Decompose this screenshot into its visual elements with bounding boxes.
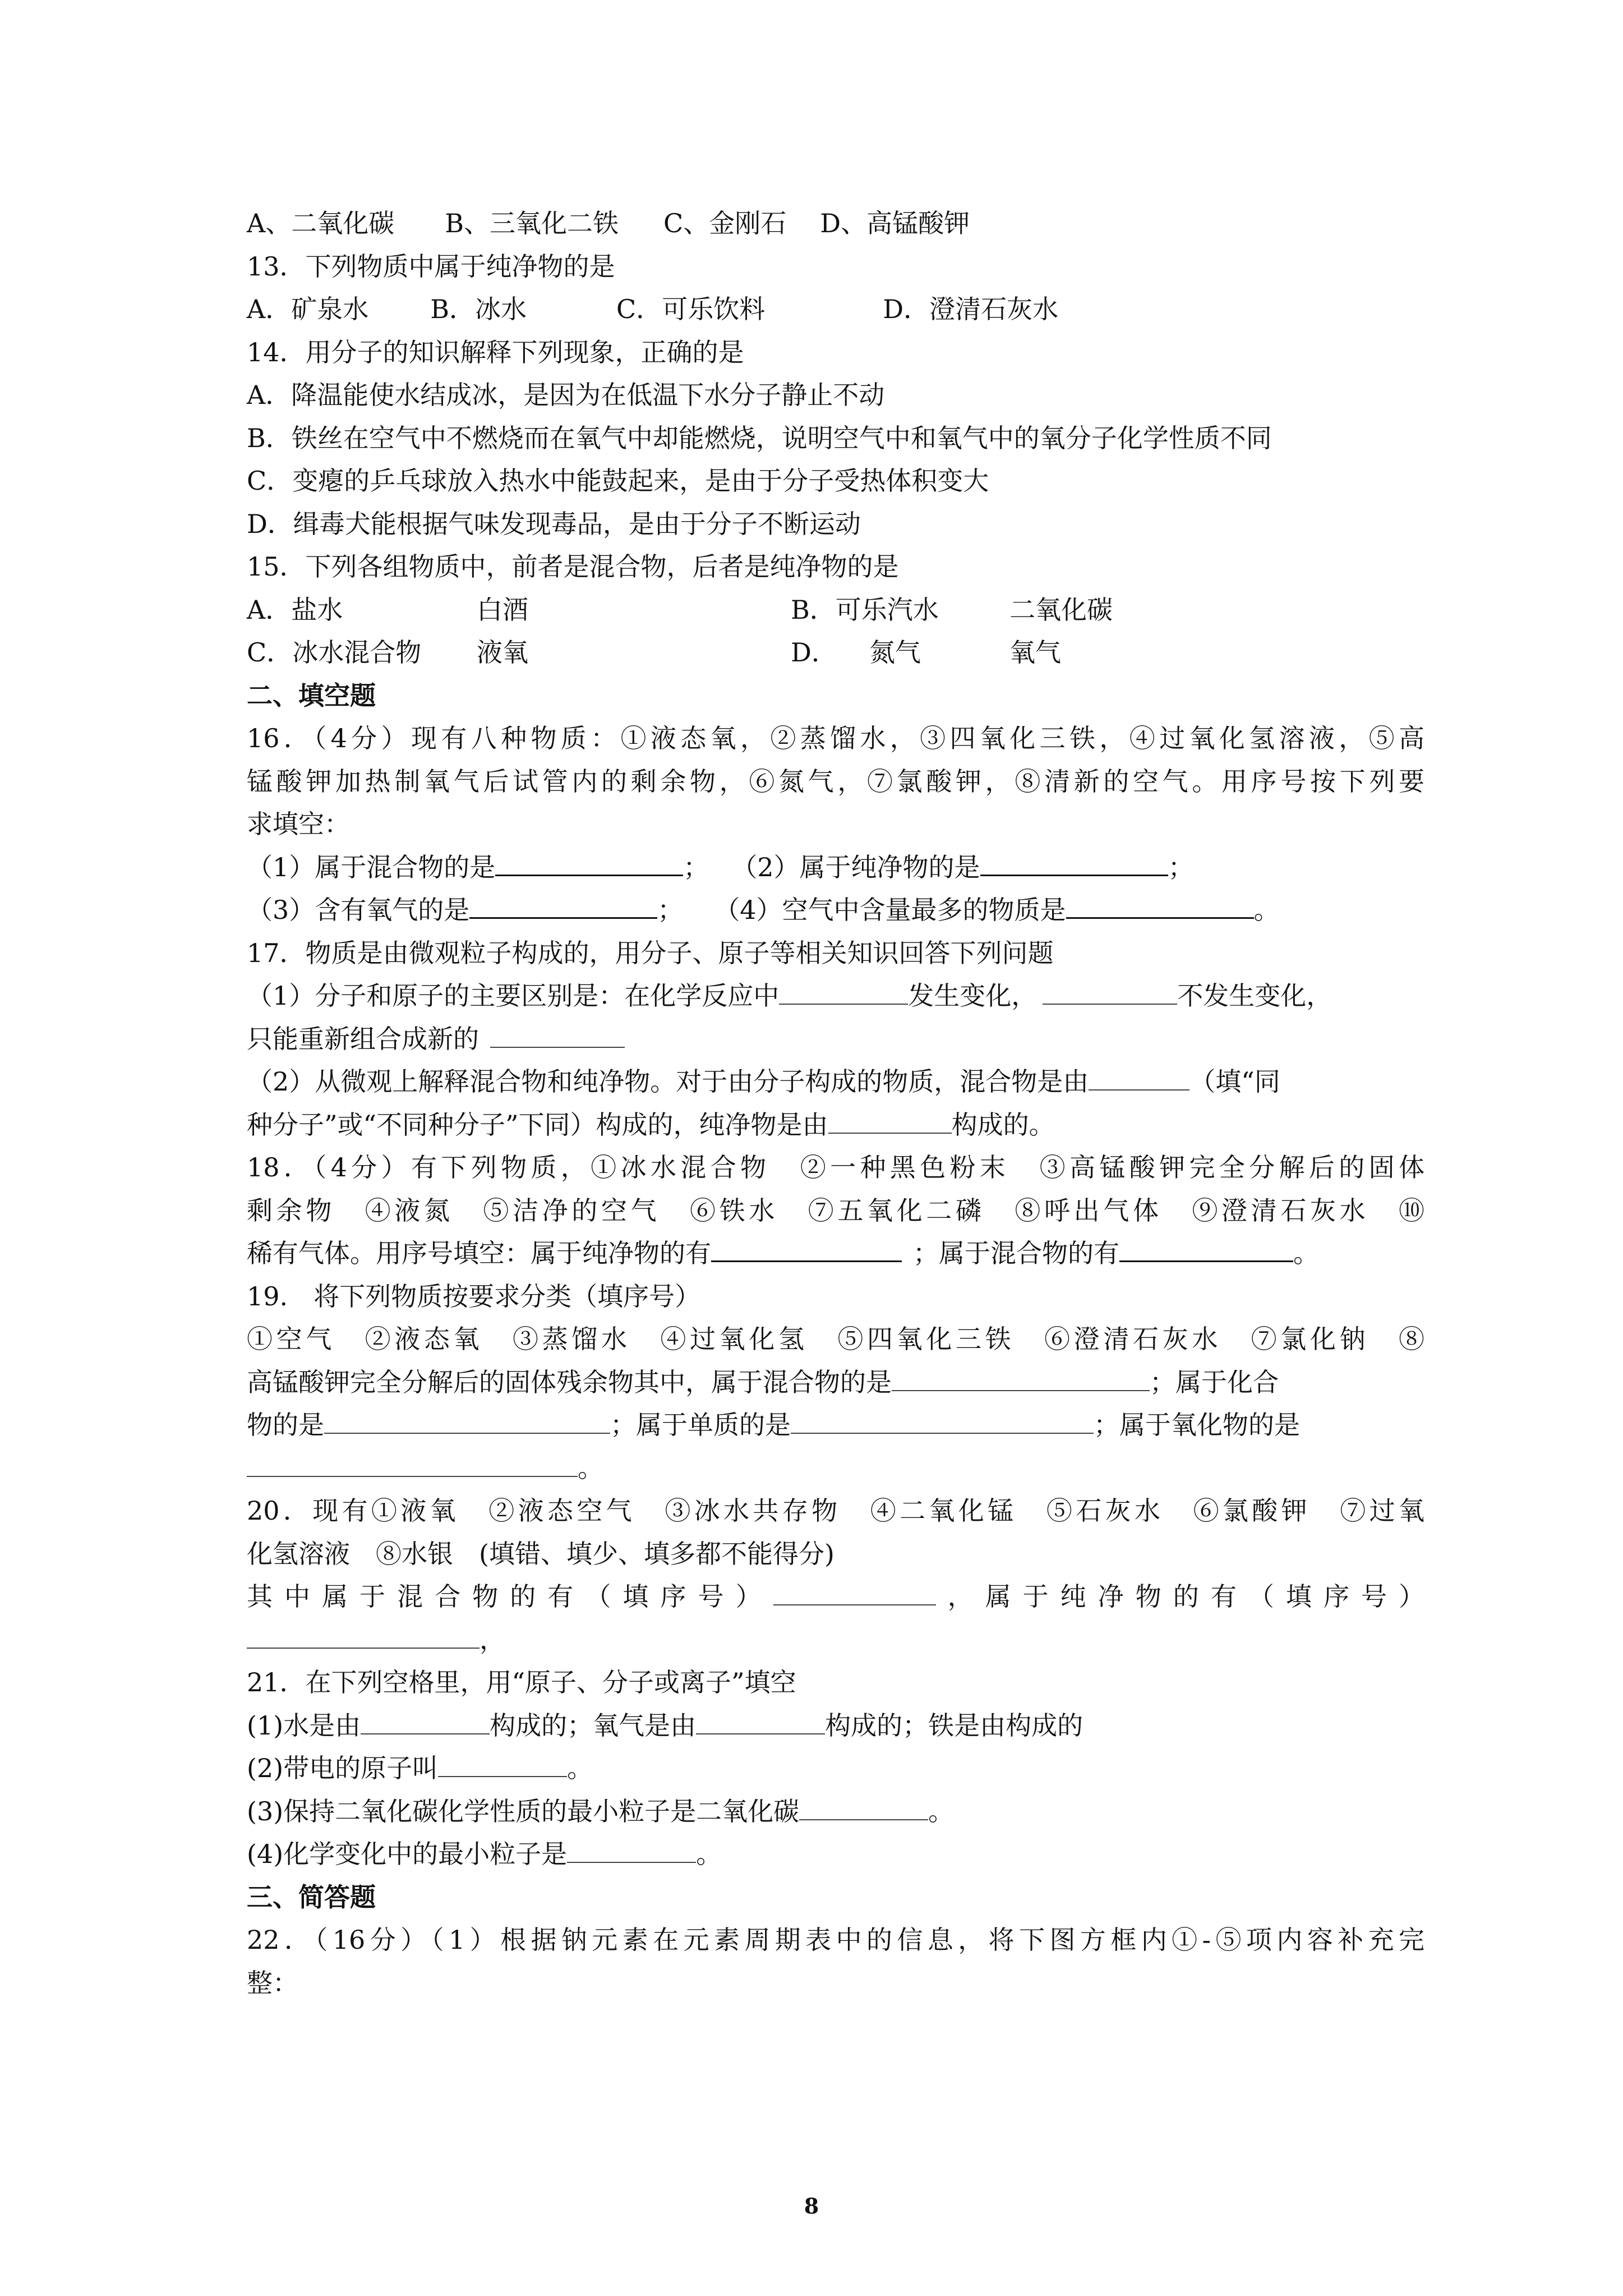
q21-part1-text-b: 构成的；氧气是由 (490, 1710, 697, 1741)
q19-compound-label-b: 物的是 (247, 1410, 324, 1440)
q16-parts-1-2 (247, 846, 1424, 889)
q15-option-d-first: 氮气 (869, 637, 921, 668)
q16-part4-label: （4）空气中含量最多的物质是 (714, 895, 1066, 925)
q15-option-c: C．冰水混合物 (247, 637, 422, 668)
q17-blank-2[interactable] (1043, 981, 1177, 1005)
q18-line3 (247, 1232, 1424, 1275)
q17-blank-1[interactable] (779, 981, 908, 1005)
q15-options-cd (247, 631, 1424, 674)
q19-end: 。 (578, 1452, 603, 1483)
q21-part2-end: 。 (567, 1753, 593, 1783)
q19-element-blank[interactable] (791, 1410, 1094, 1434)
q16-line3: 求填空： (247, 809, 350, 839)
q14-option-d: D．缉毒犬能根据气味发现毒品，是由于分子不断运动 (247, 508, 861, 539)
q17-part1-text: （1）分子和原子的主要区别是：在化学反应中 (247, 981, 780, 1011)
q16-part4-blank[interactable] (1066, 895, 1254, 919)
q21-part4-end: 。 (696, 1839, 722, 1869)
worksheet-page (247, 202, 1424, 2004)
q17-blank-5[interactable] (828, 1110, 952, 1134)
section-short-answer-heading: 三、简答题 (247, 1881, 376, 1912)
q19-line2: ①空气 ②液态氧 ③蒸馏水 ④过氧化氢 ⑤四氧化三铁 ⑥澄清石灰水 ⑦氯化钠 ⑧ (247, 1324, 1424, 1354)
q19-mixture-blank[interactable] (892, 1368, 1150, 1391)
q21-part2-text: (2)带电的原子叫 (247, 1753, 439, 1783)
q19-compound-label: ；属于化合 (1150, 1366, 1279, 1397)
q20-mixture-label: 其中属于混合物的有（填序号） (247, 1581, 773, 1612)
q21-line1: 21．在下列空格里，用“原子、分子或离子”填空 (247, 1667, 796, 1697)
q17-part1-text-d: 只能重新组合成新的 (247, 1023, 479, 1054)
q19-element-label: ；属于单质的是 (610, 1410, 791, 1440)
q13-option-d: D．澄清石灰水 (883, 294, 1059, 324)
q16-line2: 锰酸钾加热制氧气后试管内的剩余物，⑥氮气，⑦氯酸钾，⑧清新的空气。用序号按下列要 (247, 766, 1424, 797)
q16-part1-label: （1）属于混合物的是 (247, 852, 496, 882)
q16-part2-label: （2）属于纯净物的是 (731, 852, 980, 882)
q13-option-a: A．矿泉水 (247, 294, 369, 324)
q14-option-c: C．变瘪的乒乓球放入热水中能鼓起来，是由于分子受热体积变大 (247, 466, 989, 496)
q21-blank-ion[interactable] (438, 1754, 567, 1777)
q18-pure-blank[interactable] (711, 1238, 902, 1262)
q22-line2: 整： (247, 1967, 298, 1998)
q15-option-b-second: 二氧化碳 (1009, 594, 1113, 625)
q20-line2: 化氢溶液 ⑧水银 (填错、填少、填多都不能得分) (247, 1538, 834, 1569)
q18-pure-label: 稀有气体。用序号填空：属于纯净物的有 (247, 1238, 711, 1268)
q13-stem: 13．下列物质中属于纯净物的是 (247, 251, 615, 282)
q20-line3 (247, 1575, 1424, 1618)
q16-part3-label: （3）含有氧气的是 (247, 895, 470, 925)
q14-stem: 14．用分子的知识解释下列现象，正确的是 (247, 337, 744, 367)
q13-options (247, 288, 1424, 331)
q19-mixture-label: 高锰酸钾完全分解后的固体残余物其中，属于混合物的是 (247, 1366, 892, 1397)
q13-option-c: C．可乐饮料 (616, 294, 766, 324)
q17-part2-text-d: 构成的。 (951, 1109, 1055, 1140)
q17-part2-text-b: （填“同 (1189, 1066, 1280, 1097)
q17-part2-text-c: 种分子”或“不同种分子”下同）构成的，纯净物是由 (247, 1109, 828, 1140)
q19-line3 (247, 1361, 1424, 1404)
q17-blank-3[interactable] (490, 1024, 625, 1048)
q16-part2-blank[interactable] (980, 852, 1168, 876)
q21-part3-end: 。 (928, 1796, 955, 1826)
q19-line4 (247, 1404, 1424, 1447)
q20-pure-label: ，属于纯净物的有（填序号） (935, 1581, 1425, 1612)
q14-option-b: B．铁丝在空气中不燃烧而在氧气中却能燃烧，说明空气中和氧气中的氧分子化学性质不同 (247, 422, 1272, 453)
q21-part1-text: (1)水是由 (247, 1710, 361, 1741)
q16-part3-end: ； (657, 895, 684, 925)
q21-part1-text-c: 构成的；铁是由构成的 (825, 1710, 1083, 1741)
q19-line1: 19. 将下列物质按要求分类（填序号） (247, 1281, 701, 1312)
q22-line1: 22．（16分）（1）根据钠元素在元素周期表中的信息，将下图方框内①-⑤项内容补充完 (247, 1925, 1424, 1955)
q20-mixture-blank[interactable] (773, 1582, 936, 1605)
q19-oxide-blank[interactable] (247, 1453, 578, 1477)
q19-oxide-label: ；属于氧化物的是 (1094, 1410, 1300, 1440)
q21-blank-oxygen[interactable] (696, 1711, 825, 1734)
q21-line3 (247, 1747, 1424, 1790)
q12-option-c: C、金刚石 (663, 208, 787, 238)
q18-mixture-label: ；属于混合物的有 (913, 1238, 1119, 1268)
page-number: 8 (804, 2193, 819, 2219)
q12-options (247, 202, 1424, 245)
q17-line3 (247, 1018, 1424, 1061)
q17-line5 (247, 1103, 1424, 1147)
q20-pure-blank[interactable] (247, 1625, 479, 1649)
q16-part3-blank[interactable] (469, 895, 657, 919)
q15-option-a-second: 白酒 (477, 594, 528, 625)
q15-option-a: A．盐水 (247, 594, 343, 625)
q17-part1-text-b: 发生变化， (908, 981, 1038, 1011)
q16-part2-end: ； (1168, 852, 1194, 882)
q17-part2-text: （2）从微观上解释混合物和纯净物。对于由分子构成的物质，混合物是由 (247, 1066, 1089, 1097)
q12-option-a: A、二氧化碳 (247, 208, 395, 238)
q16-parts-3-4 (247, 889, 1424, 932)
q21-line2 (247, 1704, 1424, 1747)
q17-line2 (247, 974, 1424, 1018)
q13-option-b: B．冰水 (430, 294, 527, 324)
q15-option-d: D． (791, 637, 837, 668)
q17-blank-4[interactable] (1089, 1067, 1189, 1091)
q15-option-c-second: 液氧 (477, 637, 528, 668)
q21-part3-text: (3)保持二氧化碳化学性质的最小粒子是二氧化碳 (247, 1796, 800, 1826)
q16-part1-blank[interactable] (495, 852, 683, 876)
q15-option-b: B．可乐汽水 (791, 594, 939, 625)
q21-blank-atom[interactable] (567, 1839, 696, 1863)
q16-line1: 16．（4分）现有八种物质：①液态氧，②蒸馏水，③四氧化三铁，④过氧化氢溶液，⑤高 (247, 723, 1424, 753)
q15-option-d-second: 氧气 (1009, 637, 1061, 668)
q18-end: 。 (1293, 1238, 1319, 1268)
q18-line2: 剩余物 ④液氮 ⑤洁净的空气 ⑥铁水 ⑦五氧化二磷 ⑧呼出气体 ⑨澄清石灰水 ⑩ (247, 1195, 1424, 1226)
q18-mixture-blank[interactable] (1119, 1238, 1293, 1262)
q17-line1: 17．物质是由微观粒子构成的，用分子、原子等相关知识回答下列问题 (247, 937, 1054, 968)
q16-part4-end: 。 (1253, 895, 1280, 925)
q21-line4 (247, 1790, 1424, 1833)
q14-option-a: A．降温能使水结成冰，是因为在低温下水分子静止不动 (247, 380, 885, 410)
q21-blank-molecule[interactable] (799, 1797, 928, 1820)
q21-blank-water[interactable] (361, 1711, 490, 1734)
q21-line5 (247, 1833, 1424, 1876)
q19-line5 (247, 1447, 1424, 1490)
q20-line1: 20．现有①液氧 ②液态空气 ③冰水共存物 ④二氧化锰 ⑤石灰水 ⑥氯酸钾 ⑦过氧 (247, 1496, 1424, 1526)
q21-part4-text: (4)化学变化中的最小粒子是 (247, 1839, 568, 1869)
q20-end: ， (479, 1624, 505, 1655)
q16-part1-end: ； (683, 852, 709, 882)
q15-stem: 15．下列各组物质中，前者是混合物，后者是纯净物的是 (247, 551, 899, 582)
q12-option-b: B、三氧化二铁 (445, 208, 619, 238)
q12-option-d: D、高锰酸钾 (820, 208, 970, 238)
q18-line1: 18．（4分）有下列物质，①冰水混合物 ②一种黑色粉末 ③高锰酸钾完全分解后的固体 (247, 1152, 1424, 1182)
q19-compound-blank[interactable] (324, 1410, 610, 1434)
q17-part1-text-c: 不发生变化， (1177, 981, 1332, 1011)
section-fill-in-heading: 二、填空题 (247, 680, 376, 711)
q17-line4 (247, 1060, 1424, 1103)
q20-line4 (247, 1618, 1424, 1662)
q15-options-ab (247, 588, 1424, 632)
